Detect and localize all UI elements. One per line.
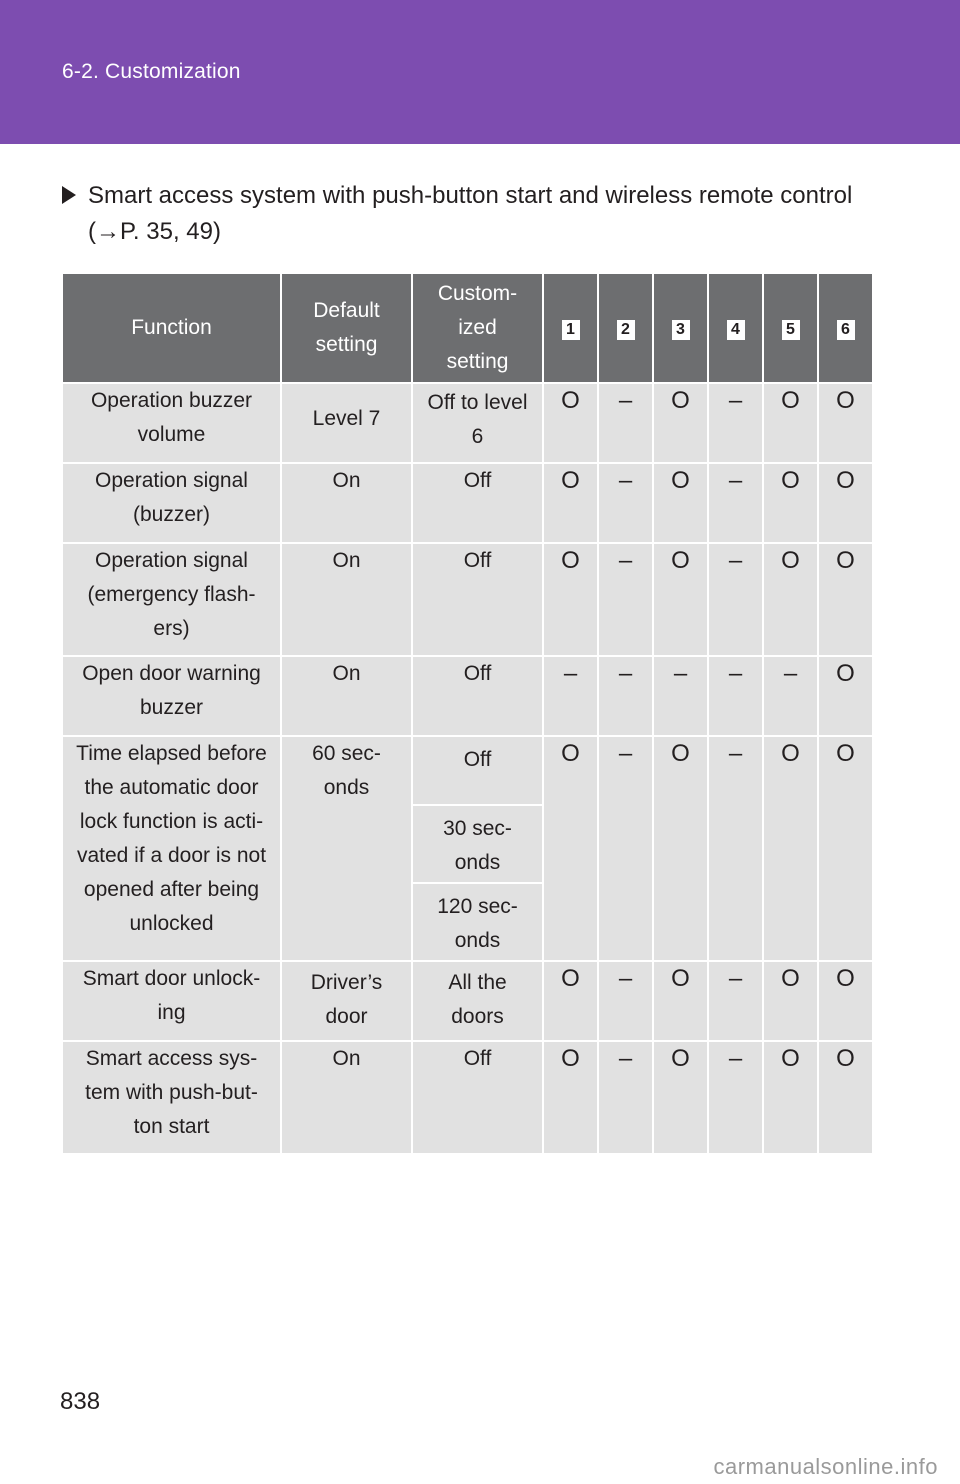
header-col-2: 2 <box>598 273 653 383</box>
customized-cell: Off to level 6 <box>412 383 543 463</box>
mark-cell: O <box>543 1041 598 1154</box>
customized-option-cell: 30 sec- onds <box>412 805 543 883</box>
mark-cell: O <box>818 383 873 463</box>
header-customized: Custom- ized setting <box>412 273 543 383</box>
function-cell: Time elapsed before the automatic door lock function is acti- vated if a door is not opened after being unlocked <box>62 736 281 961</box>
mark-cell: – <box>708 383 763 463</box>
intro-text <box>62 178 882 250</box>
table-row <box>62 543 873 656</box>
customized-option-cell: Off <box>412 736 543 805</box>
mark-cell: O <box>543 463 598 543</box>
function-cell: Operation buzzer volume <box>62 383 281 463</box>
mark-cell: O <box>763 736 818 961</box>
default-cell: On <box>281 1041 412 1154</box>
function-cell: Operation signal (emergency flash- ers) <box>62 543 281 656</box>
mark-cell: – <box>598 383 653 463</box>
default-cell: On <box>281 463 412 543</box>
mark-cell: O <box>763 543 818 656</box>
mark-cell: O <box>763 1041 818 1154</box>
header-col-3: 3 <box>653 273 708 383</box>
function-cell: Operation signal (buzzer) <box>62 463 281 543</box>
header-col-1: 1 <box>543 273 598 383</box>
intro-line-2: (→P. 35, 49) <box>88 218 221 245</box>
mark-cell: O <box>653 463 708 543</box>
mark-cell: – <box>708 543 763 656</box>
mark-cell: O <box>818 961 873 1041</box>
mark-cell: – <box>708 463 763 543</box>
default-cell: Driver’s door <box>281 961 412 1041</box>
mark-cell: O <box>543 543 598 656</box>
mark-cell: O <box>763 383 818 463</box>
mark-cell: O <box>543 736 598 961</box>
mark-cell: – <box>598 656 653 736</box>
mark-cell: O <box>818 463 873 543</box>
header-function: Function <box>62 273 281 383</box>
page-number: 838 <box>60 1388 101 1415</box>
watermark: carmanualsonline.info <box>713 1454 938 1479</box>
header-default: Default setting <box>281 273 412 383</box>
mark-cell: – <box>598 961 653 1041</box>
table-row <box>62 961 873 1041</box>
mark-cell: O <box>653 543 708 656</box>
table-header-row <box>62 273 873 383</box>
customization-table <box>61 272 874 1155</box>
customized-cell: Off <box>412 656 543 736</box>
mark-cell: – <box>598 1041 653 1154</box>
mark-cell: O <box>543 961 598 1041</box>
intro-line-1: Smart access system with push-button start and wireless remote control <box>88 182 853 209</box>
function-cell: Smart door unlock- ing <box>62 961 281 1041</box>
mark-cell: – <box>598 736 653 961</box>
customized-cell: Off <box>412 463 543 543</box>
mark-cell: – <box>708 736 763 961</box>
mark-cell: O <box>653 1041 708 1154</box>
mark-cell: O <box>763 961 818 1041</box>
section-label: 6-2. Customization <box>62 60 241 83</box>
mark-cell: O <box>818 1041 873 1154</box>
default-cell: 60 sec- onds <box>281 736 412 961</box>
mark-cell: – <box>543 656 598 736</box>
customized-cell: Off <box>412 1041 543 1154</box>
default-cell: Level 7 <box>281 383 412 463</box>
table-row <box>62 736 873 805</box>
mark-cell: – <box>763 656 818 736</box>
mark-cell: O <box>653 736 708 961</box>
table-row <box>62 463 873 543</box>
mark-cell: O <box>763 463 818 543</box>
default-cell: On <box>281 656 412 736</box>
customized-option-cell: 120 sec- onds <box>412 883 543 961</box>
mark-cell: O <box>653 383 708 463</box>
mark-cell: O <box>653 961 708 1041</box>
table-row <box>62 1041 873 1154</box>
header-col-5: 5 <box>763 273 818 383</box>
default-cell: On <box>281 543 412 656</box>
bullet-arrow-icon <box>62 186 76 204</box>
mark-cell: O <box>818 543 873 656</box>
mark-cell: – <box>708 656 763 736</box>
mark-cell: – <box>653 656 708 736</box>
customized-cell: All the doors <box>412 961 543 1041</box>
mark-cell: O <box>543 383 598 463</box>
header-col-4: 4 <box>708 273 763 383</box>
function-cell: Smart access sys- tem with push-but- ton start <box>62 1041 281 1154</box>
header-col-6: 6 <box>818 273 873 383</box>
customized-cell: Off <box>412 543 543 656</box>
mark-cell: – <box>598 543 653 656</box>
mark-cell: – <box>708 961 763 1041</box>
mark-cell: O <box>818 656 873 736</box>
mark-cell: – <box>598 463 653 543</box>
table-row <box>62 656 873 736</box>
function-cell: Open door warning buzzer <box>62 656 281 736</box>
mark-cell: – <box>708 1041 763 1154</box>
header-band <box>0 0 960 144</box>
mark-cell: O <box>818 736 873 961</box>
table-row <box>62 383 873 463</box>
